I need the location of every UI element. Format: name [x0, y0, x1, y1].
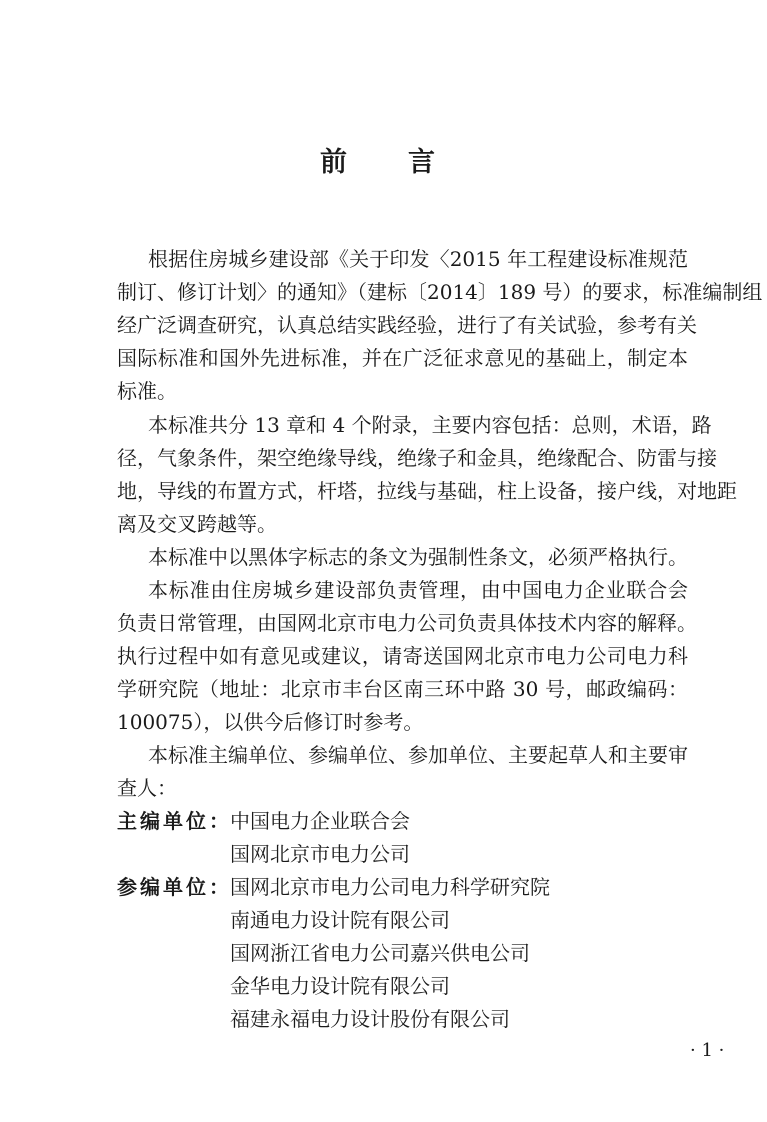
title-char-2: 言	[408, 147, 435, 178]
text-line: 离及交叉跨越等。	[117, 512, 277, 536]
page-number: · 1 ·	[690, 1040, 725, 1061]
text-line: 100075），以供今后修订时参考。	[117, 710, 424, 734]
text-line: 执行过程中如有意见或建议，请寄送国网北京市电力公司电力科	[117, 644, 688, 668]
text-line: 本标准共分 13 章和 4 个附录，主要内容包括：总则，术语，路	[148, 413, 712, 437]
unit-name: 南通电力设计院有限公司	[230, 908, 450, 932]
text-line: 本标准由住房城乡建设部负责管理，由中国电力企业联合会	[148, 578, 688, 602]
unit-name: 国网北京市电力公司电力科学研究院	[230, 875, 550, 899]
unit-name: 中国电力企业联合会	[230, 809, 410, 833]
text-line: 查人：	[117, 776, 177, 800]
title-char-1: 前	[320, 147, 347, 178]
unit-name: 金华电力设计院有限公司	[230, 974, 450, 998]
unit-name: 国网北京市电力公司	[230, 842, 410, 866]
text-line: 根据住房城乡建设部《关于印发〈2015 年工程建设标准规范	[148, 247, 688, 271]
text-line: 本标准主编单位、参编单位、参加单位、主要起草人和主要审	[148, 743, 688, 767]
text-line: 制订、修订计划〉的通知》（建标〔2014〕189 号）的要求，标准编制组	[117, 280, 763, 304]
unit-name: 福建永福电力设计股份有限公司	[230, 1007, 510, 1031]
text-line: 标准。	[117, 379, 177, 403]
text-line: 径，气象条件，架空绝缘导线，绝缘子和金具，绝缘配合、防雷与接	[117, 446, 717, 470]
text-line: 负责日常管理，由国网北京市电力公司负责具体技术内容的解释。	[117, 611, 697, 635]
text-line: 学研究院（地址：北京市丰台区南三环中路 30 号，邮政编码：	[117, 677, 688, 701]
text-line: 经广泛调查研究，认真总结实践经验，进行了有关试验，参考有关	[117, 313, 697, 337]
unit-name: 国网浙江省电力公司嘉兴供电公司	[230, 941, 530, 965]
text-line: 地，导线的布置方式，杆塔，拉线与基础，柱上设备，接户线，对地距	[117, 479, 737, 503]
text-line: 国际标准和国外先进标准，并在广泛征求意见的基础上，制定本	[117, 346, 688, 370]
text-line: 本标准中以黑体字标志的条文为强制性条文，必须严格执行。	[148, 545, 688, 569]
chief-editor-label: 主编单位：	[117, 809, 229, 833]
participating-editor-label: 参编单位：	[117, 875, 229, 899]
